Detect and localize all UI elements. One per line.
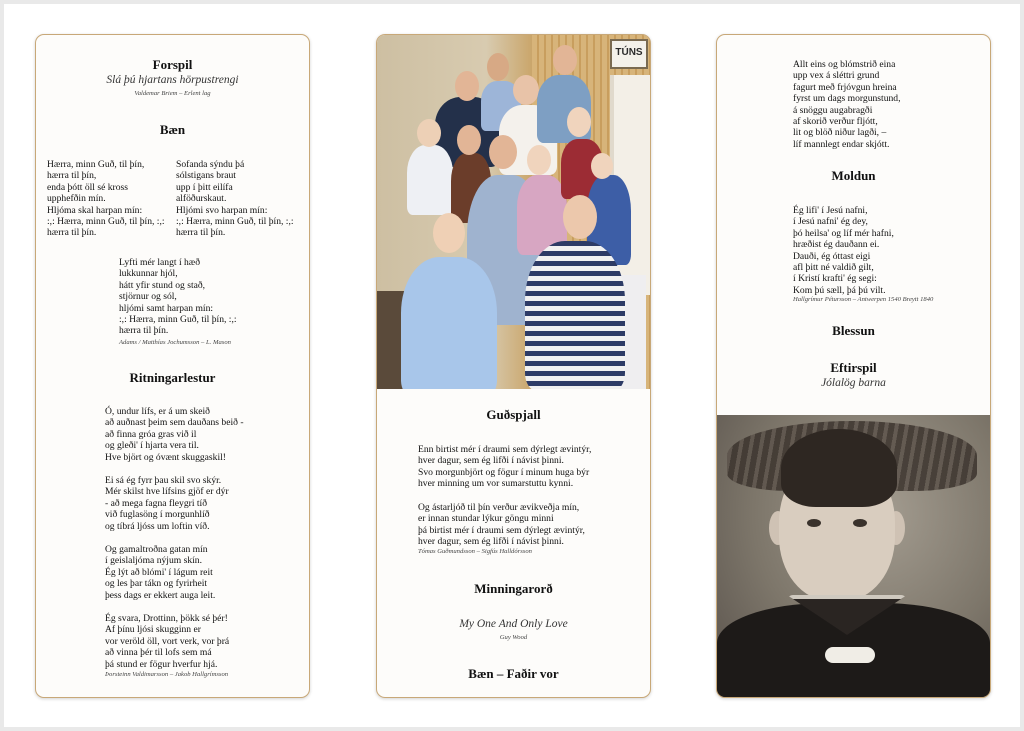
moldun-heading: Moldun xyxy=(831,168,876,183)
moldun-verse: Ég lifi' í Jesú nafni, í Jesú nafni' ég dey, þó heilsa' og líf mér hafni, hræðist ég dauðann ei. Dauði, ég óttast eigi afl þitt né valdið gilt, í Kristí krafti' ég segi: Kom þú sæll, þá þú vilt. xyxy=(793,205,894,296)
panel-middle xyxy=(376,34,651,698)
eftirspil-heading: Eftirspil xyxy=(830,360,877,375)
face xyxy=(487,53,509,81)
moldun-credit: Hallgrímur Pétursson – Antwerpen 1540 Breytt 1840 xyxy=(793,296,934,303)
gudspjall-verse-1: Enn birtist mér í draumi sem dýrlegt ævintýr, hver dagur, sem ég lifði í návist þinni. Svo morgunbjört og fögur í minum huga býr hver minning um vor sumarstuttu kynni. xyxy=(418,444,592,490)
face xyxy=(455,71,479,101)
person xyxy=(407,145,453,215)
family-photo xyxy=(377,35,650,389)
face xyxy=(563,195,597,239)
portrait-hair xyxy=(781,429,897,507)
face xyxy=(457,125,481,155)
fadir-vor-heading: Bæn – Faðir vor xyxy=(468,666,559,681)
forspil-credit: Valdemar Briem – Erlent lag xyxy=(134,90,211,97)
ritning-heading: Ritningarlestur xyxy=(129,370,216,385)
baen-verse-3: Lyfti mér langt í hæð lukkunnar hjól, hátt yfir stund og stað, stjörnur og sól, hljómi samt harpan mín: :,: Hærra, minn Guð, til þín, :,: hærra til þín. xyxy=(119,257,237,337)
minning-heading: Minningarorð xyxy=(474,581,553,596)
boy-portrait-photo xyxy=(717,415,990,697)
ritning-verse-2: Ei sá ég fyrr þau skil svo skýr. Mér skilst hve lífsins gjöf er dýr - að mega fagna fleygri tíð við fuglasöng í morgunhlíð og tíbrá ljóss um loftin víð. xyxy=(105,475,229,532)
eftirspil-subtitle: Jólalög barna xyxy=(821,377,886,389)
baen-credit: Adams / Matthías Jochumsson – L. Mason xyxy=(119,339,231,346)
forspil-subtitle: Slá þú hjartans hörpustrengi xyxy=(106,74,239,86)
minning-song: My One And Only Love xyxy=(459,618,568,630)
ritning-verse-3: Og gamaltroðna gatan mín í geislaljóma nýjum skín. Ég lýt að blómi' í lágum reit og les þar tákn og fyrirheit þess dags er ekkert auga leit. xyxy=(105,544,216,601)
ritning-verse-4: Ég svara, Drottinn, þökk sé þér! Af þínu ljósi skugginn er vor veröld öll, vort verk, vor þrá að vinna þér til lofs sem má þá stund er fögur hverfur hjá. xyxy=(105,613,230,670)
face xyxy=(513,75,539,105)
photo-sign: TÚNS xyxy=(610,39,648,69)
ritning-verse-1: Ó, undur lífs, er á um skeið að auðnast þeim sem dauðans beið - að finna gróa gras við il og gleði' í hjarta vera til. Hve björt og óvænt skuggaskil! xyxy=(105,406,244,463)
face xyxy=(553,45,577,75)
gudspjall-verse-2: Og ástarljóð til þín verður ævikveðja mín, er innan stundar lýkur göngu minni þá birtist mér í draumi sem dýrlegt ævintýr, hver dagur, sem ég lifði í návist þinni. xyxy=(418,502,585,548)
portrait-eye xyxy=(853,519,867,527)
minning-credit: Guy Wood xyxy=(499,634,528,641)
verse-blomstrid: Allt eins og blómstrið eina upp vex á sléttri grund fagurt með frjóvgun hreina fyrst um dags morgunstund, á snöggu augabragði af skorið verður fljótt, lit og blöð niður lagði, – líf mannlegt endar skjótt. xyxy=(793,59,901,150)
gudspjall-credit: Tómas Guðmundsson – Sigfús Halldórsson xyxy=(418,548,532,555)
face xyxy=(527,145,551,175)
baen-verse-1: Hærra, minn Guð, til þín, hærra til þín, enda þótt öll sé kross upphefðin mín. Hljóma skal harpan mín: :,: Hærra, minn Guð, til þín, :,: hærra til þín. xyxy=(47,159,165,239)
gudspjall-heading: Guðspjall xyxy=(486,407,541,422)
face xyxy=(489,135,517,169)
forspil-heading: Forspil xyxy=(152,57,193,72)
baen-heading: Bæn xyxy=(159,122,186,137)
baen-verse-2: Sofanda sýndu þá sólstigans braut upp í þitt eilífa alföðurskaut. Hljómi svo harpan mín: :,: Hærra, minn Guð, til þín, :,: hærra til þín. xyxy=(176,159,294,239)
portrait-bow xyxy=(825,647,875,663)
face xyxy=(433,213,465,253)
face xyxy=(591,153,613,179)
panel-left xyxy=(35,34,310,698)
blessun-heading: Blessun xyxy=(832,323,875,338)
portrait-eye xyxy=(807,519,821,527)
face xyxy=(567,107,591,137)
ritning-credit: Þorsteinn Valdimarsson – Jakob Hallgrímsson xyxy=(105,671,229,678)
person xyxy=(525,241,625,389)
face xyxy=(417,119,441,147)
person xyxy=(401,257,497,389)
panel-right xyxy=(716,34,991,698)
